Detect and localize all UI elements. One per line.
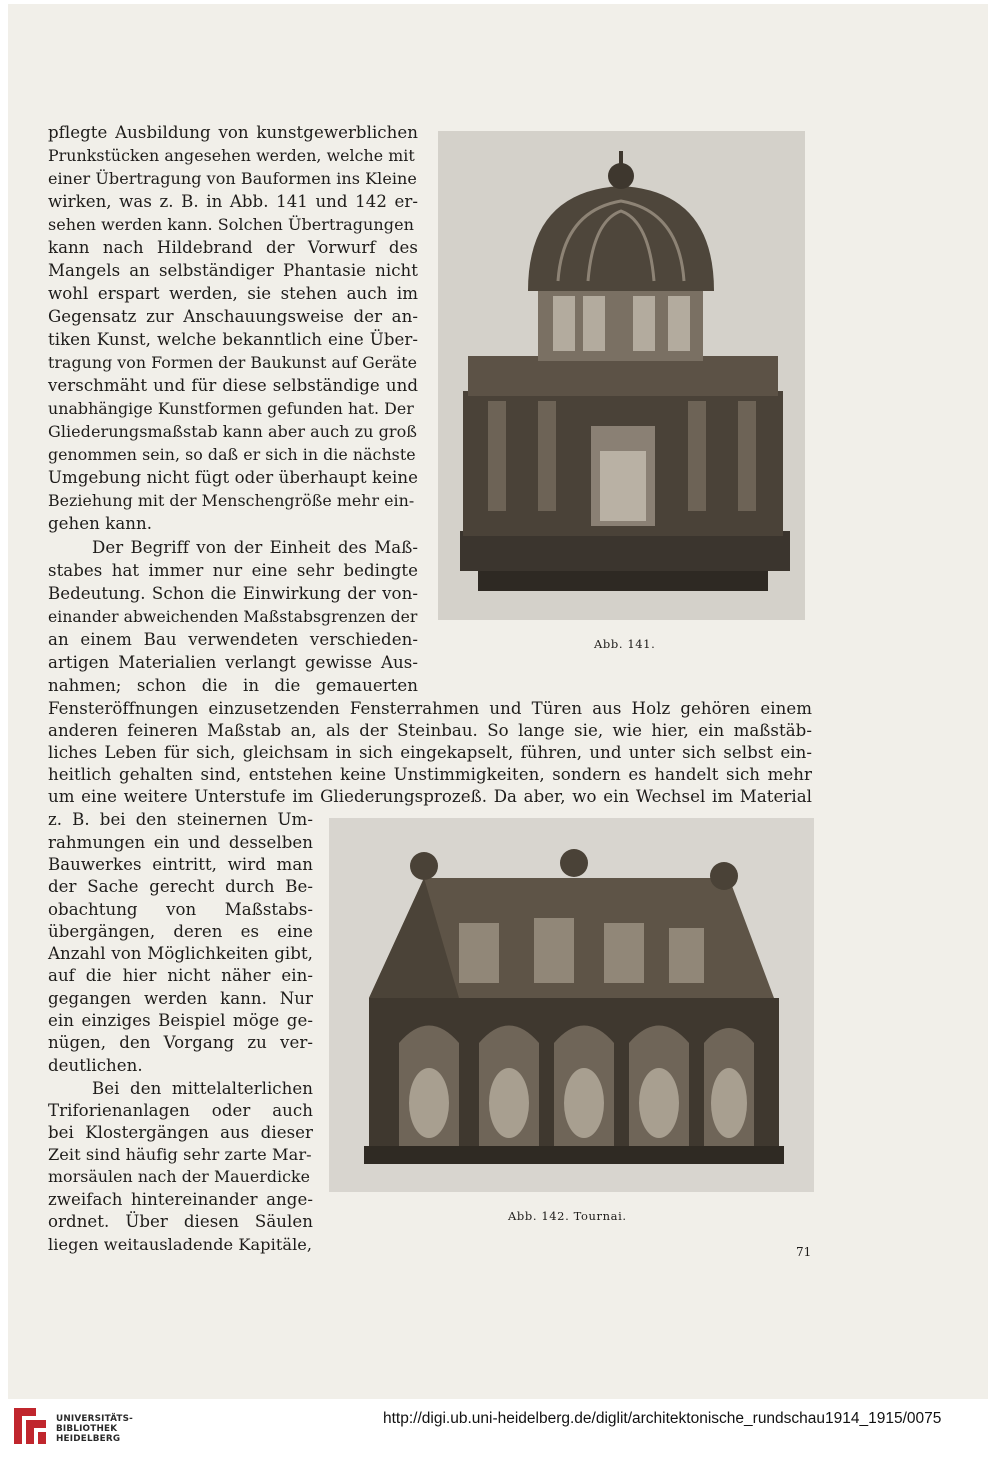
text-line: nahmen; schon die in die gemauerten <box>48 676 418 695</box>
library-name <box>56 1414 133 1444</box>
text-line: wohl erspart werden, sie stehen auch im <box>48 284 418 303</box>
text-line: einander abweichenden Maßstabsgrenzen der <box>48 608 418 626</box>
text-line: kann nach Hildebrand der Vorwurf des <box>48 238 418 257</box>
text-line: der Sache gerecht durch Be- <box>48 877 313 896</box>
text-line: heitlich gehalten sind, entstehen keine Unstimmigkeiten, sondern es handelt sich mehr <box>48 765 812 784</box>
text-line: ein einziges Beispiel möge ge- <box>48 1011 313 1030</box>
text-line: deutlichen. <box>48 1056 143 1075</box>
text-line: liegen weitausladende Kapitäle, <box>48 1235 313 1254</box>
text-line: z. B. bei den steinernen Um- <box>48 810 313 829</box>
text-line: auf die hier nicht näher ein- <box>48 966 313 985</box>
text-line: Bauwerkes eintritt, wird man <box>48 855 313 874</box>
source-url-link[interactable]: http://digi.ub.uni-heidelberg.de/diglit/architektonische_rundschau1914_1915/0075 <box>383 1410 942 1427</box>
text-line: Der Begriff von der Einheit des Maß- <box>92 538 418 557</box>
text-line: Beziehung mit der Menschengröße mehr ein- <box>48 491 415 510</box>
text-line: sehen werden kann. Solchen Übertragungen <box>48 215 414 234</box>
text-line: gegangen werden kann. Nur <box>48 989 313 1008</box>
text-line: Zeit sind häufig sehr zarte Mar- <box>48 1145 312 1164</box>
text-line: liches Leben für sich, gleichsam in sich eingekapselt, führen, und unter sich selbst ein- <box>48 743 812 762</box>
text-line: verschmäht und für diese selbständige und <box>48 376 418 395</box>
text-line: wirken, was z. B. in Abb. 141 und 142 er- <box>48 192 418 211</box>
text-line: Anzahl von Möglichkeiten gibt, <box>48 944 313 963</box>
text-line: zweifach hintereinander ange- <box>48 1190 313 1209</box>
text-line: übergängen, deren es eine <box>48 922 313 941</box>
text-line: genommen sein, so daß er sich in die nächste <box>48 445 416 464</box>
text-line: Bedeutung. Schon die Einwirkung der von- <box>48 584 418 603</box>
text-line: bei Klostergängen aus dieser <box>48 1123 313 1142</box>
text-line: Mangels an selbständiger Phantasie nicht <box>48 261 418 280</box>
figure-142-caption: Abb. 142. Tournai. <box>508 1209 627 1223</box>
library-logo-icon <box>10 1404 50 1448</box>
text-line: Fensteröffnungen einzusetzenden Fensterrahmen und Türen aus Holz gehören einem <box>48 699 812 718</box>
text-line: nügen, den Vorgang zu ver- <box>48 1033 313 1052</box>
text-line: rahmungen ein und desselben <box>48 833 313 852</box>
text-line: Triforienanlagen oder auch <box>48 1101 313 1120</box>
text-line: stabes hat immer nur eine sehr bedingte <box>48 561 418 580</box>
text-line: morsäulen nach der Mauerdicke <box>48 1167 311 1186</box>
figure-142-image <box>329 818 814 1192</box>
text-line: unabhängige Kunstformen gefunden hat. Der <box>48 399 414 418</box>
page-number: 71 <box>796 1245 812 1259</box>
text-line: tragung von Formen der Baukunst auf Geräte <box>48 353 418 372</box>
text-line: Prunkstücken angesehen werden, welche mit <box>48 146 415 165</box>
text-line: Umgebung nicht fügt oder überhaupt keine <box>48 468 418 487</box>
library-name-line-1: UNIVERSITÄTS- <box>56 1414 134 1424</box>
text-line: pflegte Ausbildung von kunstgewerblichen <box>48 123 418 142</box>
figure-141-caption: Abb. 141. <box>594 637 656 651</box>
text-line: Gegensatz zur Anschauungsweise der an- <box>48 307 418 326</box>
text-line: um eine weitere Unterstufe im Gliederungsprozeß. Da aber, wo ein Wechsel im Material <box>48 787 812 806</box>
text-line: tiken Kunst, welche bekanntlich eine Über- <box>48 330 418 349</box>
text-line: Bei den mittelalterlichen <box>92 1079 313 1098</box>
text-line: Gliederungsmaßstab kann aber auch zu groß <box>48 422 418 441</box>
text-line: obachtung von Maßstabs- <box>48 900 313 919</box>
text-line: anderen feineren Maßstab an, als der Steinbau. So lange sie, wie hier, ein maßstäb- <box>48 721 812 740</box>
text-line: ordnet. Über diesen Säulen <box>48 1212 313 1231</box>
library-name-line-2: BIBLIOTHEK <box>56 1424 118 1434</box>
text-line: artigen Materialien verlangt gewisse Aus- <box>48 653 418 672</box>
library-name-line-3: HEIDELBERG <box>56 1434 121 1444</box>
figure-141-image <box>438 131 805 620</box>
text-line: an einem Bau verwendeten verschieden- <box>48 630 418 649</box>
text-line: einer Übertragung von Bauformen ins Kleine <box>48 169 417 188</box>
text-line: gehen kann. <box>48 514 153 533</box>
